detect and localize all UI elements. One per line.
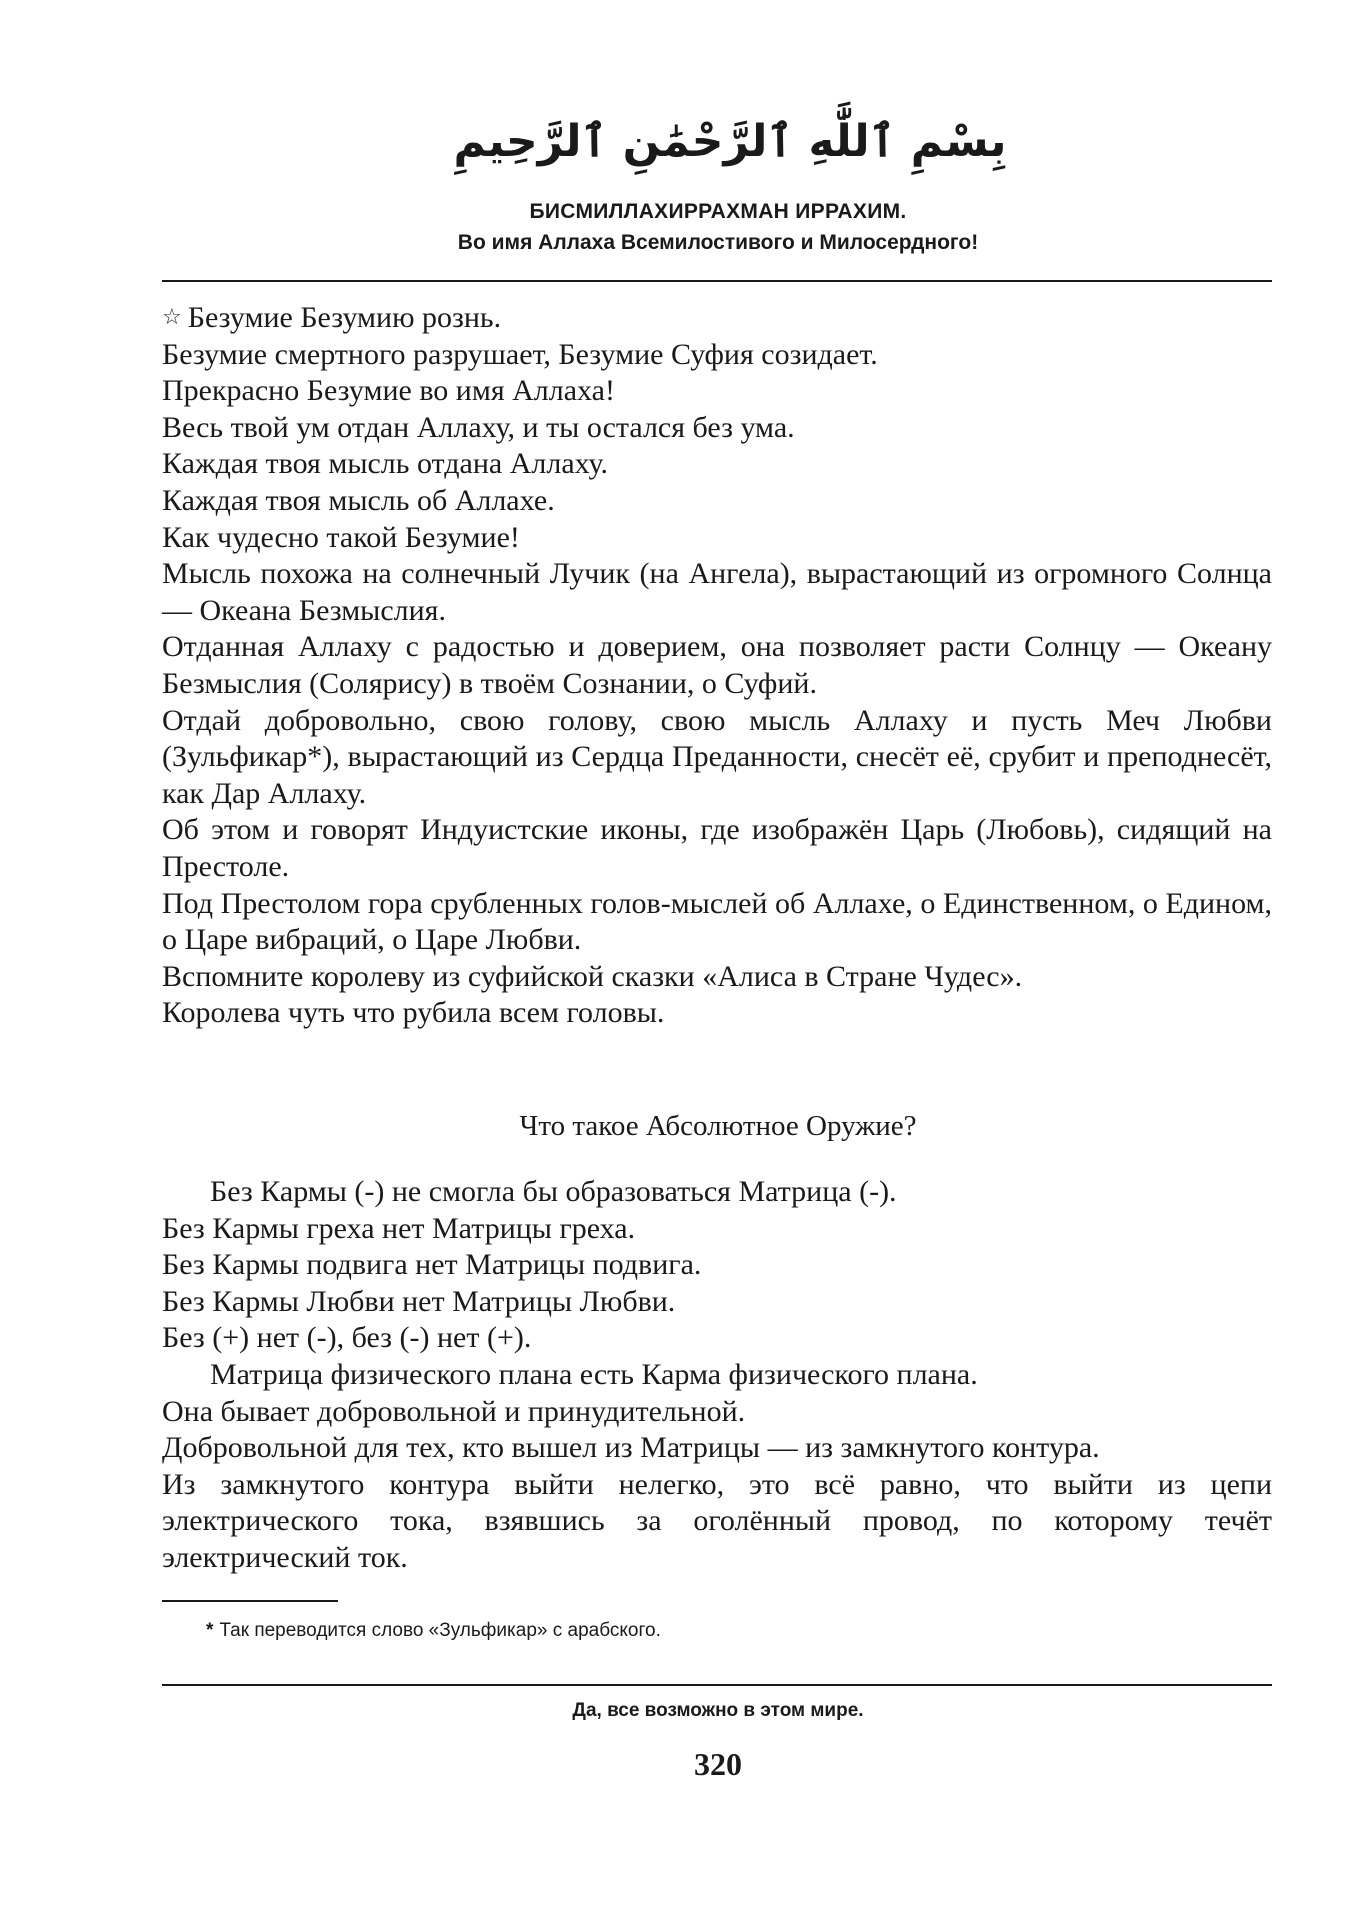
paragraph: Вспомните королеву из суфийской сказки «Алиса в Стране Чудес».	[162, 959, 1023, 993]
header-subtitle: Во имя Аллаха Всемилостивого и Милосердного!	[457, 231, 979, 254]
paragraph: Без (+) нет (-), без (-) нет (+).	[162, 1321, 532, 1355]
footnote-text: Так переводится слово «Зульфикар» с арабского.	[219, 1620, 661, 1641]
paragraph: Мысль похожа на солнечный Лучик (на Ангела), вырастающий из огромного Солнца — Океана Безмыслия.	[162, 557, 1272, 627]
paragraph: Каждая твоя мысль отдана Аллаху.	[162, 447, 608, 481]
paragraph: Без Кармы Любви нет Матрицы Любви.	[162, 1284, 676, 1318]
paragraph: Без Кармы (-) не смогла бы образоваться Матрица (-).	[210, 1175, 897, 1208]
body-block-1	[162, 300, 1272, 1032]
paragraph: Безумие смертного разрушает, Безумие Суфия созидает.	[162, 337, 878, 371]
star-icon: ☆	[162, 305, 182, 330]
paragraph: Каждая твоя мысль об Аллахе.	[162, 483, 555, 517]
paragraph: Добровольной для тех, кто вышел из Матрицы — из замкнутого контура.	[162, 1431, 1100, 1465]
body-block-2	[162, 1174, 1272, 1577]
header-divider	[162, 280, 1272, 282]
paragraph: Без Кармы греха нет Матрицы греха.	[162, 1211, 636, 1245]
paragraph: Королева чуть что рубила всем головы.	[162, 996, 665, 1030]
paragraph: Она бывает добровольной и принудительной.	[162, 1394, 746, 1428]
paragraph: Отдай добровольно, свою голову, свою мысль Аллаху и пусть Меч Любви (Зульфикар*), вырастающий из Сердца Преданности, снесёт её, срубит и преподнесёт, как Дар Аллаху.	[162, 703, 1272, 810]
paragraph: Без Кармы подвига нет Матрицы подвига.	[162, 1248, 702, 1282]
paragraph: Под Престолом гора срубленных голов-мыслей об Аллахе, о Единственном, о Едином, о Царе вибраций, о Царе Любви.	[162, 886, 1272, 957]
paragraph: Весь твой ум отдан Аллаху, и ты остался без ума.	[162, 410, 795, 444]
paragraph: Как чудесно такой Безумие!	[162, 520, 520, 554]
basmala-text: بِسْمِ ٱللَّٰهِ ٱلرَّحْمَٰنِ ٱلرَّحِيمِ	[453, 116, 1007, 167]
paragraph: Прекрасно Безумие во имя Аллаха!	[162, 374, 615, 408]
footnote	[206, 1620, 661, 1642]
footer-divider	[162, 1684, 1272, 1686]
header-title: БИСМИЛЛАХИРРАХМАН ИРРАХИМ.	[529, 200, 907, 223]
paragraph-text: Безумие Безумию рознь.	[187, 301, 502, 334]
paragraph: Отданная Аллаху с радостью и доверием, она позволяет расти Солнцу — Океану Безмыслия (Солярису) в твоём Сознании, о Суфий.	[162, 630, 1272, 700]
paragraph: Матрица физического плана есть Карма физического плана.	[210, 1357, 978, 1391]
paragraph: Об этом и говорят Индуистские иконы, где изображён Царь (Любовь), сидящий на Престоле.	[162, 813, 1272, 883]
paragraph: Из замкнутого контура выйти нелегко, это всё равно, что выйти из цепи электрического тока, взявшись за оголённый провод, по которому течёт электрический ток.	[162, 1467, 1272, 1574]
section-heading: Что такое Абсолютное Оружие?	[519, 1110, 917, 1142]
footnote-divider	[162, 1600, 338, 1602]
footer-motto: Да, все возможно в этом мире.	[572, 1700, 864, 1721]
page-number: 320	[694, 1746, 742, 1782]
basmala-calligraphy	[453, 90, 1007, 190]
paragraph	[162, 300, 1272, 337]
footnote-mark: *	[206, 1620, 214, 1641]
